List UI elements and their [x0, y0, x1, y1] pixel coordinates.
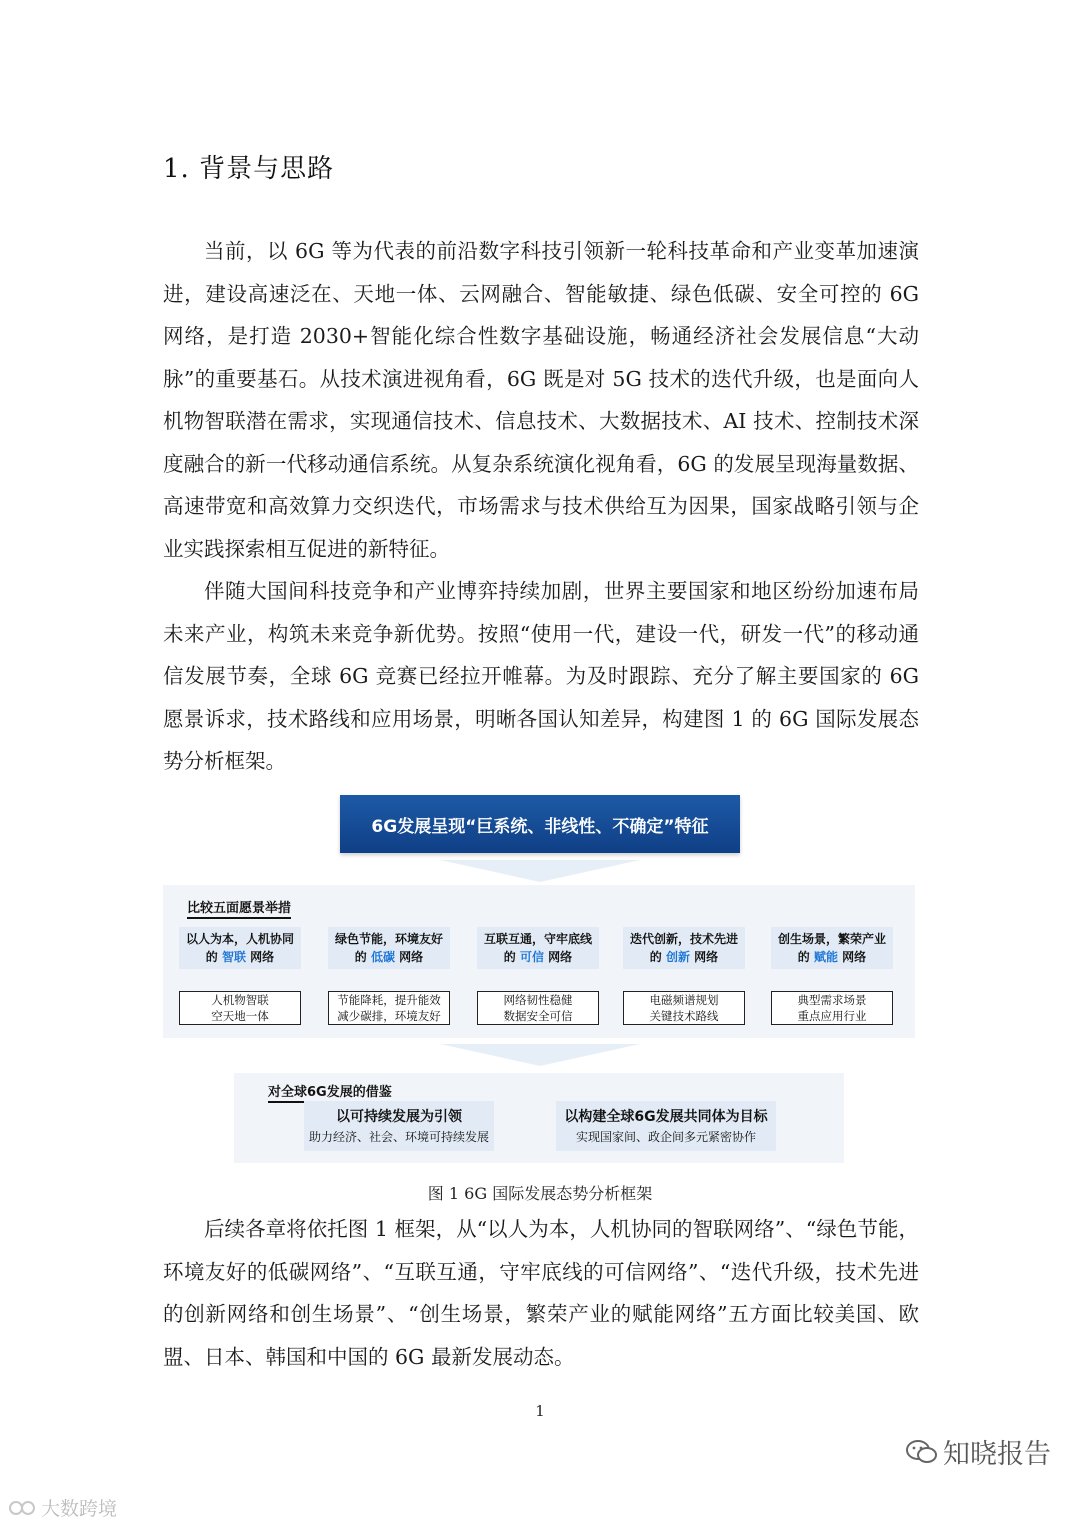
figure-banner: 6G发展呈现“巨系统、非线性、不确定”特征	[340, 795, 740, 853]
vision-line-2: 的 可信 网络	[503, 950, 573, 964]
watermark-left-text: 大数跨境	[41, 1498, 118, 1520]
goal-box-2: 以构建全球6G发展共同体为目标 实现国家间、政企间多元紧密协作	[556, 1101, 776, 1151]
figure-caption: 图 1 6G 国际发展态势分析框架	[427, 1184, 653, 1203]
paragraph-3: 后续各章将依托图 1 框架，从“以人为本，人机协同的智联网络”、“绿色节能，环境友好的低碳网络”、“互联互通，守牢底线的可信网络”、“迭代升级，技术先进的创新网络和创生场景”、“创生场景，繁荣产业的赋能网络”五方面比较美国、欧盟、日本、韩国和中国的 6G 最新发展动态。	[163, 1217, 919, 1369]
chevron-down-icon	[440, 860, 640, 882]
vision-line: 互联互通，守牢底线	[483, 932, 592, 946]
vision-line: 创生场景，繁荣产业	[777, 932, 886, 946]
wechat-icon	[905, 1438, 939, 1466]
vision-box-2	[328, 927, 450, 969]
vision-box-1	[179, 927, 301, 969]
paragraph-2: 伴随大国间科技竞争和产业博弈持续加剧，世界主要国家和地区纷纷加速布局未来产业，构筑未来竞争新优势。按照“使用一代，建设一代，研发一代”的移动通信发展节奏，全球 6G 竞赛已经拉开帷幕。为及时跟踪、充分了解主要国家的 6G 愿景诉求，技术路线和应用场景，明晰各国认知差异，构建图 1 的 6G 国际发展态势分析框架。	[163, 579, 919, 773]
section-heading: 1. 背景与思路	[163, 154, 335, 184]
vision-line-2: 的 智联 网络	[205, 950, 275, 964]
paragraph-1: 当前，以 6G 等为代表的前沿数字科技引领新一轮科技革命和产业变革加速演进，建设高速泛在、天地一体、云网融合、智能敏捷、绿色低碳、安全可控的 6G 网络，是打造 2030+智能化综合性数字基础设施，畅通经济社会发展信息“大动脉”的重要基石。从技术演进视角看，6G 既是对 5G 技术的迭代升级，也是面向人机物智联潜在需求，实现通信技术、信息技术、大数据技术、AI 技术、控制技术深度融合的新一代移动通信系统。从复杂系统演化视角看，6G 的发展呈现海量数据、高速带宽和高效算力交织迭代，市场需求与技术供给互为因果，国家战略引领与企业实践探索相互促进的新特征。	[163, 239, 919, 561]
measure-box-4: 电磁频谱规划 关键技术路线	[623, 991, 745, 1025]
vision-box-4	[623, 927, 745, 969]
vision-panel	[163, 885, 915, 1038]
vision-box-3	[477, 927, 599, 969]
chevron-down-icon	[440, 1044, 640, 1066]
vision-line: 以人为本，人机协同	[185, 932, 294, 946]
vision-line: 绿色节能，环境友好	[334, 932, 443, 946]
vision-box-5	[771, 927, 893, 969]
watermark-right	[905, 1432, 1051, 1471]
watermark-right-text: 知晓报告	[943, 1439, 1051, 1470]
page-number: 1	[535, 1402, 545, 1420]
goal-box-1: 以可持续发展为引领 助力经济、社会、环境可持续发展	[304, 1101, 494, 1151]
measure-box-3: 网络韧性稳健 数据安全可信	[477, 991, 599, 1025]
measure-box-5: 典型需求场景 重点应用行业	[771, 991, 893, 1025]
vision-line: 迭代创新，技术先进	[629, 932, 738, 946]
panel-title-lessons: 对全球6G发展的借鉴	[268, 1081, 392, 1103]
lessons-panel	[234, 1073, 844, 1163]
measure-box-1: 人机物智联 空天地一体	[179, 991, 301, 1025]
logo-icon	[8, 1497, 38, 1519]
vision-line-2: 的 赋能 网络	[797, 950, 867, 964]
measure-box-2: 节能降耗，提升能效 减少碳排，环境友好	[328, 991, 450, 1025]
vision-line-2: 的 低碳 网络	[354, 950, 424, 964]
vision-line-2: 的 创新 网络	[649, 950, 719, 964]
panel-title-visions: 比较五面愿景举措	[187, 897, 291, 919]
watermark-left	[8, 1494, 117, 1521]
